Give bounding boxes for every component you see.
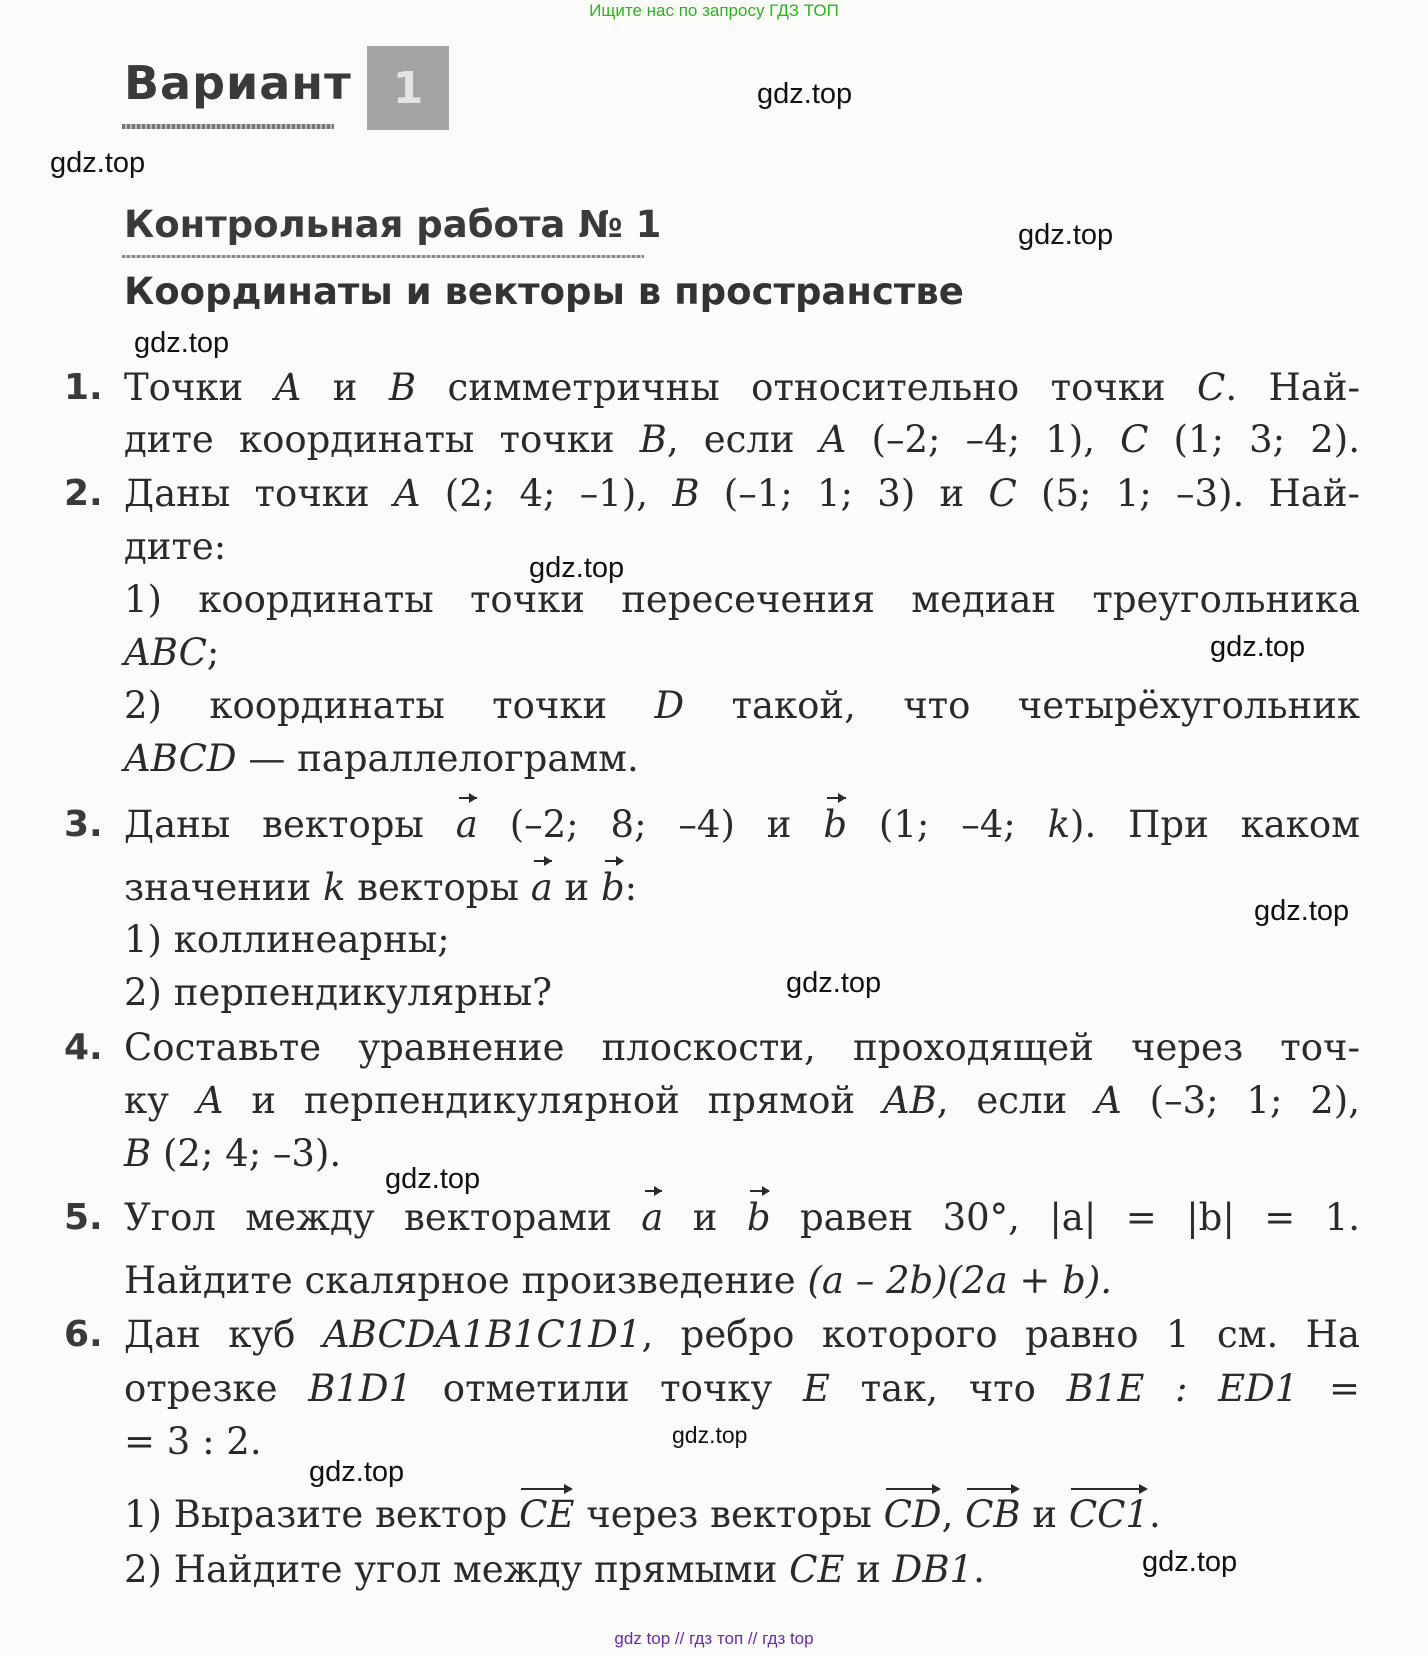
work-title-underline: [122, 255, 644, 258]
problem-3-line-1: Даны векторы a (–2; 8; –4) и b (1; –4; k). При каком: [124, 800, 1360, 850]
problem-number: 1.: [64, 367, 103, 408]
topic-heading: Координаты и векторы в пространстве: [124, 270, 964, 313]
problem-6-line-5: 2) Найдите угол между прямыми CE и DB1.: [124, 1548, 985, 1591]
problem-4-line-3: B (2; 4; –3).: [124, 1132, 342, 1175]
problem-number: 6.: [64, 1314, 103, 1355]
top-note: Ищите нас по запросу ГДЗ ТОП: [589, 1, 839, 20]
problem-3-line-2: значении k векторы a и b:: [124, 863, 1360, 913]
problem-4-line-2: ку A и перпендикулярной прямой AB, если A (–3; 1; 2),: [124, 1079, 1361, 1122]
problem-2-line-1: Даны точки A (2; 4; –1), B (–1; 1; 3) и C (5; 1; –3). Най-: [124, 472, 1361, 515]
problem-number: 4.: [64, 1027, 103, 1068]
problem-6-line-3: = 3 : 2.: [124, 1420, 262, 1463]
problem-2-line-6: ABCD — параллелограмм.: [124, 737, 639, 780]
watermark: gdz.top: [134, 327, 230, 359]
norm-equation: |a| = |b| = 1.: [1049, 1196, 1360, 1239]
vector-a: a: [641, 1193, 663, 1243]
problem-number: 3.: [64, 804, 103, 845]
problem-6-line-1: Дан куб ABCDA1B1C1D1, ребро которого равно 1 см. На: [124, 1313, 1360, 1356]
problem-2-line-3: 1) координаты точки пересечения медиан треугольника: [124, 578, 1360, 621]
problem-6-line-4: 1) Выразите вектор CE через векторы CD, CB и CC1.: [124, 1490, 1360, 1540]
watermark: gdz.top: [672, 1422, 748, 1448]
variant-number-badge: 1: [367, 46, 449, 130]
watermark: gdz.top: [1018, 219, 1114, 251]
problem-6-line-2: отрезке B1D1 отметили точку E так, что B1E : ED1 =: [124, 1367, 1361, 1410]
problem-number: 5.: [64, 1197, 103, 1238]
problem-3-line-3: 1) коллинеарны;: [124, 918, 450, 961]
vector-ce: CE: [519, 1490, 574, 1540]
watermark: gdz.top: [385, 1163, 481, 1195]
variant-label: Вариант: [124, 56, 352, 110]
variant-underline: [122, 124, 334, 129]
work-title: Контрольная работа № 1: [124, 203, 662, 246]
problem-2-line-2: дите:: [124, 525, 227, 568]
vector-b: b: [823, 800, 847, 850]
problem-3-line-4: 2) перпендикулярны?: [124, 971, 553, 1014]
vector-a: a: [531, 863, 553, 913]
vector-cb: CB: [965, 1490, 1021, 1540]
problem-5-line-1: Угол между векторами a и b равен 30°, |a| = |b| = 1.: [124, 1193, 1360, 1243]
problem-2-line-4: ABC;: [124, 631, 220, 674]
vector-b: b: [601, 863, 625, 913]
watermark: gdz.top: [1254, 895, 1350, 927]
vector-cd: CD: [884, 1490, 942, 1540]
watermark: gdz.top: [50, 147, 146, 179]
vector-b: b: [747, 1193, 771, 1243]
dot-product-expression: (a – 2b)(2a + b).: [807, 1259, 1113, 1302]
watermark: gdz.top: [1210, 631, 1306, 663]
problem-2-line-5: 2) координаты точки D такой, что четырёхугольник: [124, 684, 1360, 727]
watermark: gdz.top: [309, 1456, 405, 1488]
watermark: gdz.top: [1142, 1546, 1238, 1578]
problem-4-line-1: Составьте уравнение плоскости, проходящей через точ-: [124, 1026, 1360, 1069]
watermark: gdz.top: [529, 552, 625, 584]
problem-5-line-2: Найдите скалярное произведение (a – 2b)(2a + b).: [124, 1259, 1113, 1302]
vector-cc1: CC1: [1069, 1490, 1149, 1540]
vector-a: a: [456, 800, 478, 850]
watermark: gdz.top: [757, 78, 853, 110]
problem-number: 2.: [64, 473, 103, 514]
bottom-note: gdz top // гдз топ // гдз top: [614, 1629, 814, 1648]
watermark: gdz.top: [786, 967, 882, 999]
problem-1-line-1: Точки A и B симметричны относительно точки C. Най-: [124, 366, 1361, 409]
problem-1-line-2: дите координаты точки B, если A (–2; –4; 1), C (1; 3; 2).: [124, 418, 1360, 461]
